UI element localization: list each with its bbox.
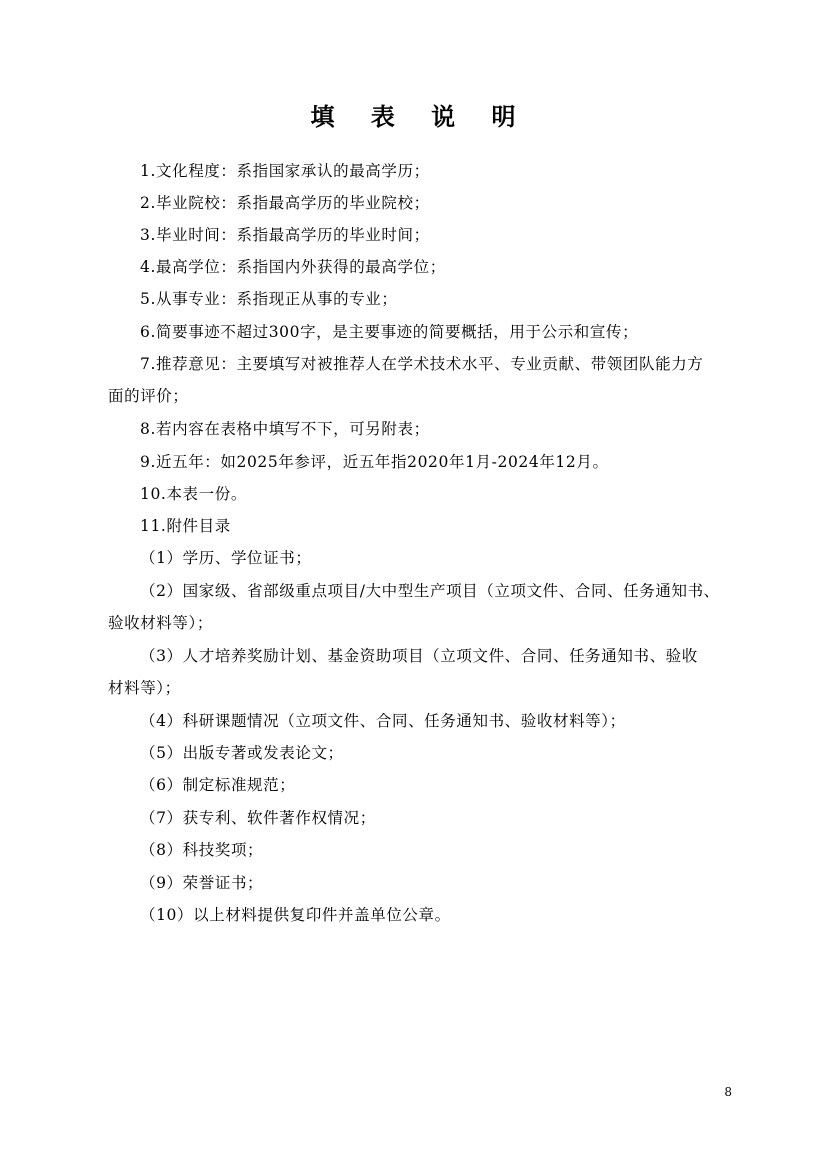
instruction-line-9: 9.近五年：如2025年参评，近五年指2020年1月-2024年12月。 xyxy=(140,453,609,471)
attachment-item-10: （10）以上材料提供复印件并盖单位公章。 xyxy=(140,906,451,924)
instruction-line-6: 6.简要事迹不超过300字，是主要事迹的简要概括，用于公示和宣传； xyxy=(140,323,639,341)
attachment-item-2: （2）国家级、省部级重点项目/大中型生产项目（立项文件、合同、任务通知书、 xyxy=(140,582,720,600)
instruction-line-7-continued: 面的评价； xyxy=(108,387,189,405)
instruction-line-5: 5.从事专业：系指现正从事的专业； xyxy=(140,290,398,308)
attachment-item-3: （3）人才培养奖励计划、基金资助项目（立项文件、合同、任务通知书、验收 xyxy=(140,647,698,665)
instruction-line-7: 7.推荐意见：主要填写对被推荐人在学术技术水平、专业贡献、带领团队能力方 xyxy=(140,355,704,373)
instruction-line-8: 8.若内容在表格中填写不下，可另附表； xyxy=(140,420,430,438)
instruction-line-10: 10.本表一份。 xyxy=(140,485,247,503)
page-number: 8 xyxy=(724,1085,732,1099)
instruction-line-3: 3.毕业时间：系指最高学历的毕业时间； xyxy=(140,226,430,244)
document-title: 填 表 说 明 xyxy=(310,102,530,131)
attachment-item-8: （8）科技奖项； xyxy=(140,841,264,859)
attachment-item-2-continued: 验收材料等）； xyxy=(108,614,213,632)
instruction-line-2: 2.毕业院校：系指最高学历的毕业院校； xyxy=(140,194,430,212)
attachment-item-7: （7）获专利、软件著作权情况； xyxy=(140,809,376,827)
instruction-line-1: 1.文化程度：系指国家承认的最高学历； xyxy=(140,162,430,180)
instruction-line-11: 11.附件目录 xyxy=(140,517,231,535)
attachment-item-1: （1）学历、学位证书； xyxy=(140,549,312,567)
attachment-item-5: （5）出版专著或发表论文； xyxy=(140,744,344,762)
instruction-line-4: 4.最高学位：系指国内外获得的最高学位； xyxy=(140,258,446,276)
attachment-item-4: （4）科研课题情况（立项文件、合同、任务通知书、验收材料等）； xyxy=(140,712,626,730)
attachment-item-3-continued: 材料等）； xyxy=(108,679,181,697)
attachment-item-6: （6）制定标准规范； xyxy=(140,776,296,794)
attachment-item-9: （9）荣誉证书； xyxy=(140,874,264,892)
